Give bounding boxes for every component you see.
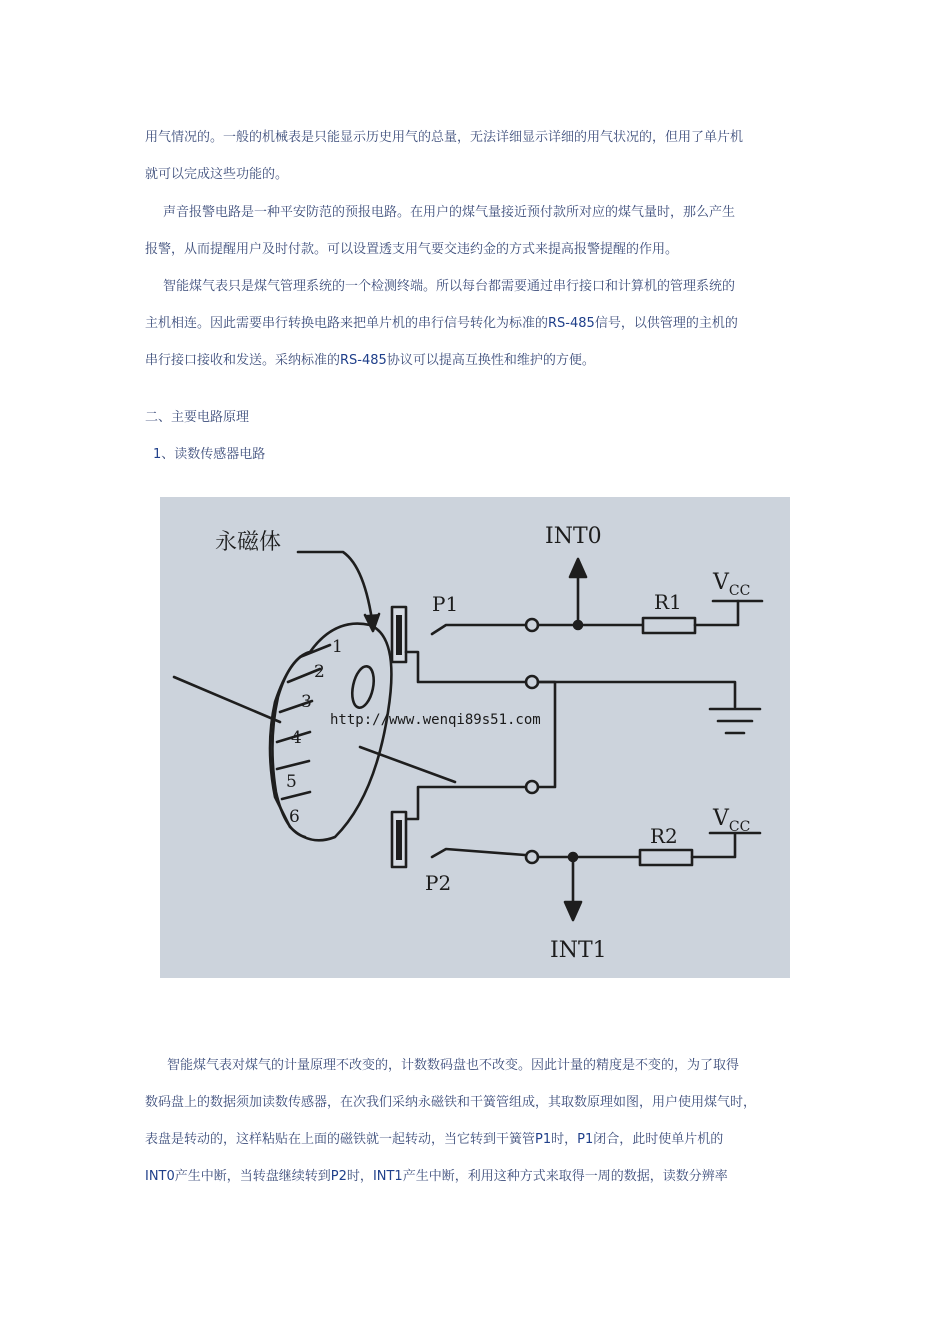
- paragraph-4-line-2: 数码盘上的数据须加读数传感器，在次我们采纳永磁铁和干簧管组成，其取数原理如图，用户使用煤气时，: [145, 1095, 757, 1110]
- magnet-label: 永磁体: [215, 530, 282, 555]
- disc-number-2: 2: [314, 662, 325, 682]
- p2-contact-line: [432, 849, 525, 857]
- disc-shaft-line: [174, 677, 280, 722]
- disc-segment-line: [282, 792, 310, 799]
- common-wire-lower: [406, 787, 525, 819]
- reed-switch-p1-core: [396, 615, 402, 655]
- vcc-label-2: [712, 806, 750, 835]
- disc-number-3: 3: [301, 692, 312, 712]
- terminal-node: [526, 851, 538, 863]
- disc-number-6: 6: [289, 807, 300, 827]
- vcc-subscript: CC: [728, 819, 751, 835]
- vcc-subscript: CC: [728, 583, 751, 599]
- int0-term: INT0: [145, 1169, 175, 1184]
- rs485-term: RS-485: [548, 316, 595, 331]
- resistor-r1: [643, 618, 695, 633]
- section-heading: 二、主要电路原理: [145, 410, 250, 425]
- paragraph-4-line-1: 智能煤气表对煤气的计量原理不改变的，计数数码盘也不改变。因此计量的精度是不变的，为了取得: [167, 1058, 740, 1073]
- paragraph-4-line-3: [145, 1121, 810, 1158]
- vcc-label-1: [712, 570, 750, 599]
- text-run: 产生中断，利用这种方式来取得一周的数据，读数分辨率: [402, 1169, 728, 1184]
- text-run: 主机相连。因此需要串行转换电路来把单片机的串行信号转化为标准的: [145, 316, 549, 331]
- disc-number-4: 4: [291, 728, 302, 748]
- terminal-node: [526, 781, 538, 793]
- disc-segment-line: [277, 761, 309, 769]
- common-vertical: [538, 682, 555, 787]
- rs485-term: RS-485: [340, 353, 387, 368]
- text-run: 信号，以供管理的主机的: [594, 316, 738, 331]
- r2-label: R2: [650, 824, 678, 848]
- subsection-heading: [153, 436, 818, 473]
- subsection-title: 、读数传感器电路: [161, 447, 266, 462]
- int0-label: INT0: [545, 524, 602, 549]
- text-run: 时，: [346, 1169, 373, 1184]
- ground-wire: [538, 682, 735, 707]
- paragraph-1-line-1: 用气情况的。一般的机械表是只能显示历史用气的总量，无法详细显示详细的用气状况的，但用了单片机: [145, 130, 744, 145]
- p2-label: P2: [425, 871, 452, 895]
- paragraph-3-line-3: [145, 342, 810, 379]
- text-run: 产生中断，当转盘继续转到: [174, 1169, 331, 1184]
- vcc-main: V: [713, 806, 729, 831]
- paragraph-1-line-2: 就可以完成这些功能的。: [145, 167, 289, 182]
- text-run: 表盘是转动的，这样粘贴在上面的磁铁就一起转动，当它转到干簧管: [145, 1132, 536, 1147]
- ground-symbol: [710, 709, 760, 733]
- r1-to-vcc: [695, 601, 738, 625]
- int1-arrowhead: [565, 902, 581, 920]
- terminal-node: [526, 619, 538, 631]
- p1-term: P1: [535, 1132, 552, 1147]
- watermark-url: http://www.wenqi89s51.com: [330, 712, 541, 728]
- p2-term: P2: [330, 1169, 347, 1184]
- paragraph-3-line-1: 智能煤气表只是煤气管理系统的一个检测终端。所以每台都需要通过串行接口和计算机的管理系统的: [163, 279, 736, 294]
- text-run: 协议可以提高互换性和维护的方便。: [386, 353, 595, 368]
- p1-contact-line: [432, 625, 525, 634]
- paragraph-2-line-1: 声音报警电路是一种平安防范的预报电路。在用户的煤气量接近预付款所对应的煤气量时，那么产生: [163, 205, 736, 220]
- text-run: 串行接口接收和发送。采纳标准的: [145, 353, 341, 368]
- resistor-r2: [640, 850, 692, 865]
- vcc-main: V: [713, 570, 729, 595]
- int0-arrowhead: [570, 559, 586, 577]
- disc-number-5: 5: [286, 772, 297, 792]
- r1-label: R1: [654, 590, 682, 614]
- terminal-node: [526, 676, 538, 688]
- int1-label: INT1: [550, 938, 607, 963]
- p1-term: P1: [577, 1132, 594, 1147]
- paragraph-2-line-2: 报警，从而提醒用户及时付款。可以设置透支用气要交违约金的方式来提高报警提醒的作用。: [145, 242, 679, 257]
- paragraph-3-line-2: [145, 305, 810, 342]
- disc-hole: [349, 664, 377, 709]
- common-wire: [406, 652, 525, 682]
- paragraph-4-line-4: [145, 1158, 810, 1195]
- text-run: 闭合，此时使单片机的: [593, 1132, 724, 1147]
- int1-term: INT1: [372, 1169, 403, 1184]
- disc-shaft-line: [360, 747, 455, 782]
- reed-switch-sensor-circuit-figure: [160, 497, 790, 978]
- p1-label: P1: [432, 592, 459, 616]
- magnet-pointer-line: [298, 552, 373, 627]
- r2-to-vcc: [692, 833, 735, 857]
- subsection-number: 1: [153, 447, 162, 462]
- reed-switch-p2-core: [396, 820, 402, 860]
- text-run: 时，: [551, 1132, 578, 1147]
- disc-number-1: 1: [332, 637, 343, 657]
